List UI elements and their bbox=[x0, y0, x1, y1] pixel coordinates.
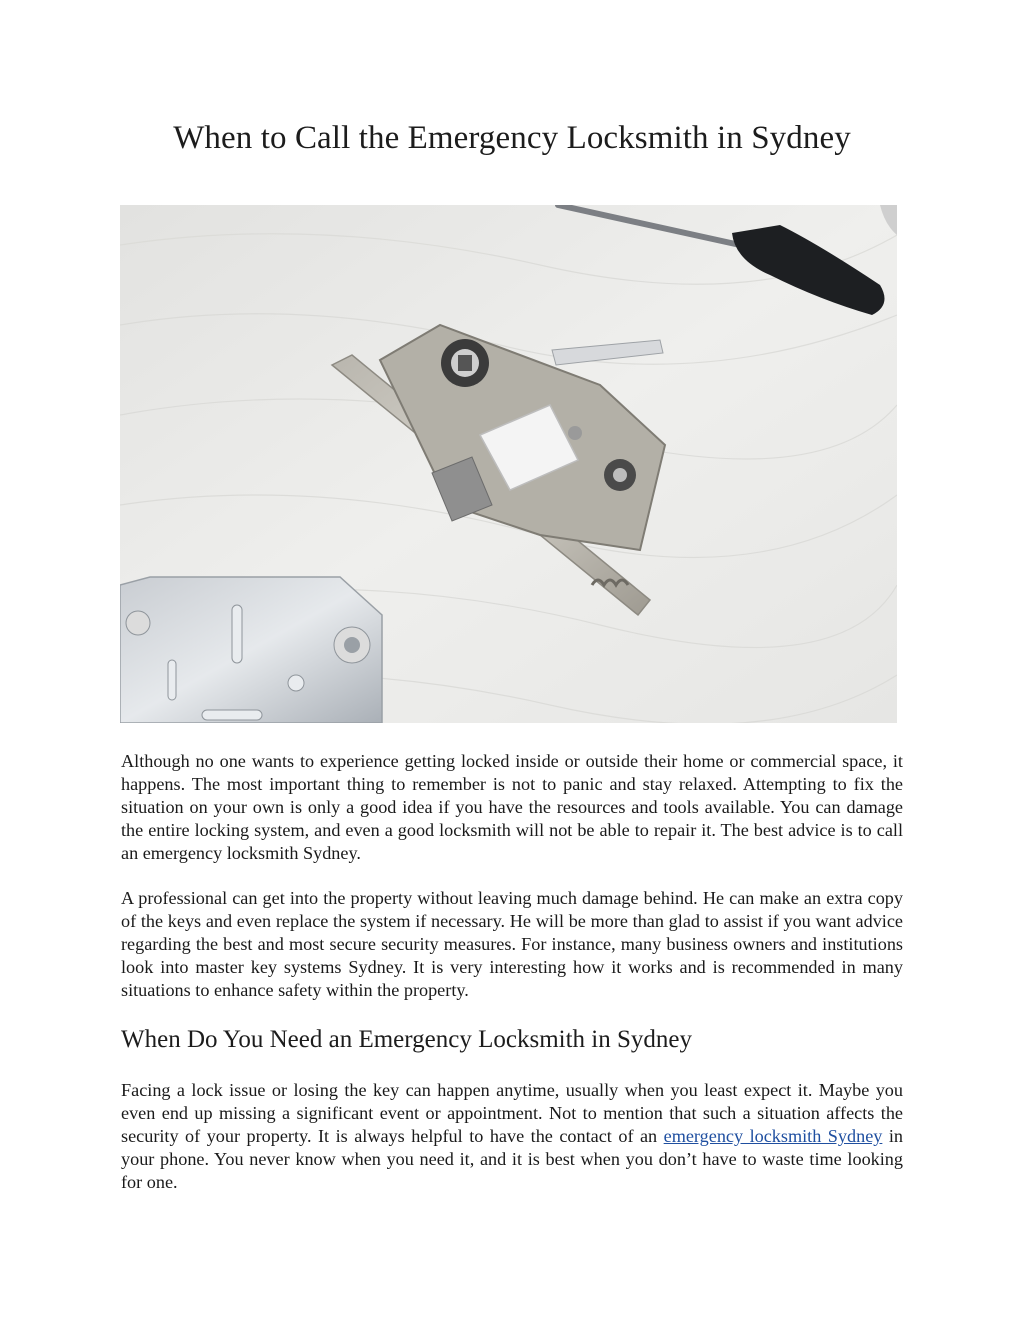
section-heading: When Do You Need an Emergency Locksmith in Sydney bbox=[121, 1026, 692, 1053]
professional-paragraph: A professional can get into the property without leaving much damage behind. He can make an extra copy of the keys and even replace the system if necessary. He will be more than glad to assist if you want advice regarding the best and most secure security measures. For instance, many business owners and institutions look into master key systems Sydney. It is very interesting how it works and is recommended in many situations to enhance safety within the property. bbox=[121, 888, 903, 1000]
intro-paragraph: Although no one wants to experience getting locked inside or outside their home or commercial space, it happens. The most important thing to remember is not to panic and stay relaxed. Attempting to fix the situation on your own is only a good idea if you have the resources and tools available. You can damage the entire locking system, and even a good locksmith will not be able to repair it. The best advice is to call an emergency locksmith Sydney. bbox=[121, 751, 903, 863]
paragraph-3-text-before: Facing a lock issue or losing the key can happen anytime, usually when you least expect it. Maybe you even end up missing a significant event or appointment. Not to mention that such a situation affects the security of your property. It is always helpful to have the contact of an bbox=[121, 1080, 903, 1146]
emergency-locksmith-link[interactable]: emergency locksmith Sydney bbox=[663, 1126, 883, 1146]
page-title: When to Call the Emergency Locksmith in Sydney bbox=[173, 120, 851, 156]
hero-image bbox=[120, 205, 897, 723]
paragraph-3-text-after: in your phone. You never know when you need it, and it is best when you don’t have to waste time looking for one. bbox=[121, 1126, 903, 1192]
facing-issue-paragraph bbox=[121, 1079, 903, 1194]
lock-mechanism-photo-icon bbox=[120, 205, 897, 723]
